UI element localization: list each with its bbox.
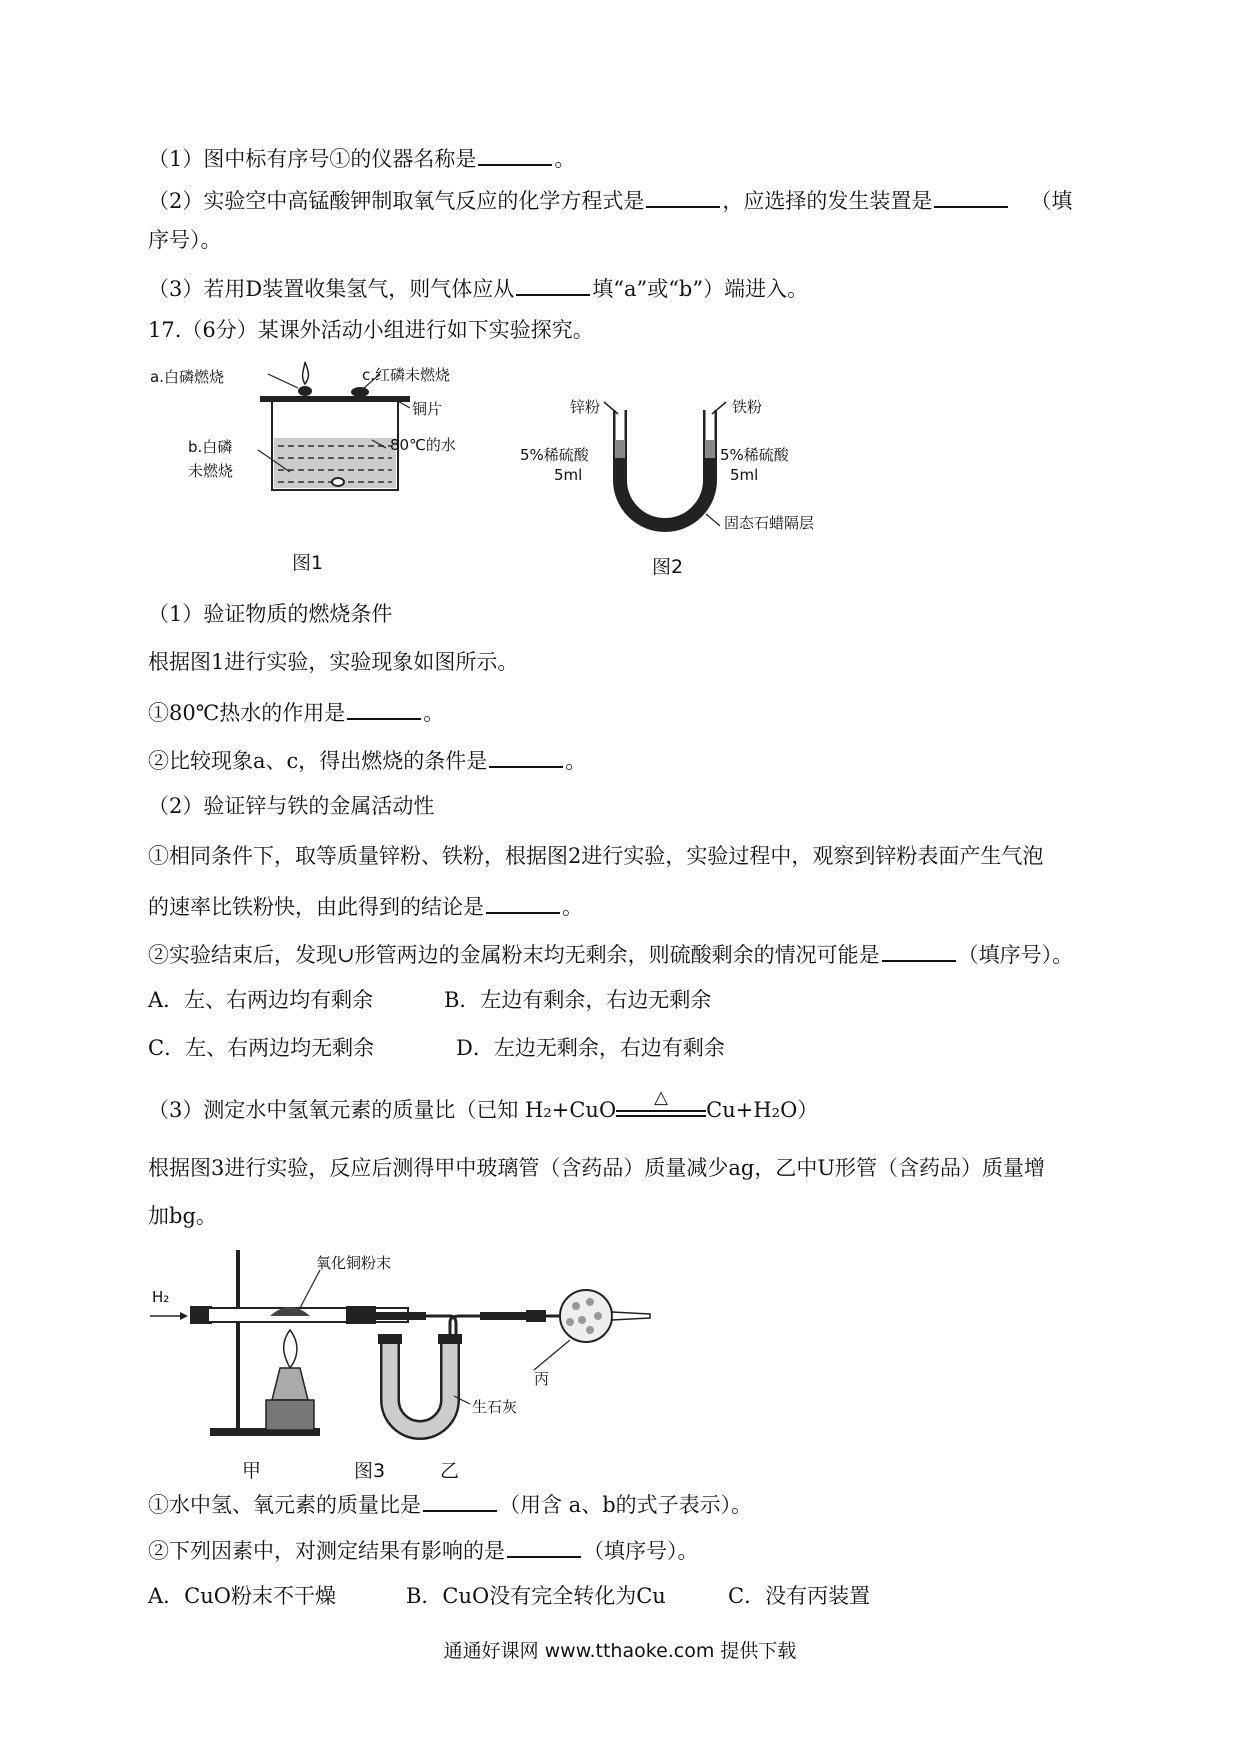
s2-q1-line2: 的速率比铁粉快，由此得到的结论是 。 [148, 890, 583, 921]
label-jia: 甲 [242, 1460, 262, 1482]
copper-plate [260, 396, 410, 402]
answer-blank[interactable] [347, 696, 421, 720]
figure-2-caption: 图2 [652, 556, 684, 578]
s1-heading: （1）验证物质的燃烧条件 [148, 602, 393, 626]
drying-bulb-bing [560, 1290, 612, 1342]
white-phosphorus-a [298, 386, 312, 396]
label-c: c.红磷未燃烧 [362, 366, 451, 384]
acid-right [706, 440, 714, 458]
label-acid-right-1: 5%稀硫酸 [720, 446, 789, 464]
label-wax: 固态石蜡隔层 [724, 514, 815, 532]
reaction-arrow: △ [616, 1100, 706, 1124]
answer-blank[interactable] [646, 184, 720, 208]
s3-intro-1: 根据图3进行实验，反应后测得甲中玻璃管（含药品）质量减少ag，乙中U形管（含药品）质量增 [148, 1156, 1046, 1180]
s3-option-c: C．没有丙装置 [728, 1584, 871, 1608]
label-bing: 丙 [534, 1370, 550, 1388]
s3-intro-2: 加bg。 [148, 1204, 217, 1228]
label-lime: 生石灰 [472, 1398, 518, 1416]
s2-heading: （2）验证锌与铁的金属活动性 [148, 794, 435, 818]
stopper-right [346, 1306, 376, 1324]
label-b2: 未燃烧 [188, 462, 234, 480]
s3-heading: （3）测定水中氢氧元素的质量比（已知 H₂+CuO △ Cu+H₂O） [148, 1086, 819, 1122]
figure-3-drawing [150, 1250, 690, 1450]
s3-q2: ②下列因素中，对测定结果有影响的是 （填序号）。 [148, 1534, 699, 1565]
s3-option-a: A．CuO粉末不干燥 [148, 1584, 336, 1608]
s2-option-b: B．左边有剩余，右边无剩余 [444, 988, 712, 1012]
lamp-block [266, 1400, 314, 1430]
answer-blank[interactable] [478, 142, 552, 166]
label-zinc: 锌粉 [570, 398, 601, 416]
label-acid-left-1: 5%稀硫酸 [520, 446, 589, 464]
answer-blank[interactable] [934, 184, 1008, 208]
burner-flame-icon [284, 1330, 297, 1368]
wax-layer [620, 458, 710, 525]
red-phosphorus-c [351, 387, 369, 397]
alcohol-lamp [272, 1368, 308, 1400]
q16-part1: （1）图中标有序号①的仪器名称是 。 [148, 142, 575, 173]
figure-3-caption: 图3 [354, 1460, 386, 1482]
answer-blank[interactable] [486, 890, 560, 914]
white-phosphorus-b [332, 478, 344, 486]
label-acid-right-2: 5ml [730, 466, 759, 484]
s2-option-d: D．左边无剩余，右边有剩余 [456, 1036, 725, 1060]
s2-q1-line1: ①相同条件下，取等质量锌粉、铁粉，根据图2进行实验，实验过程中，观察到锌粉表面产生气泡 [148, 844, 1044, 868]
figure-1-caption: 图1 [292, 552, 324, 574]
answer-blank[interactable] [882, 938, 956, 962]
s2-option-a: A．左、右两边均有剩余 [148, 988, 374, 1012]
q16-part2-cont: 序号）。 [148, 228, 222, 252]
answer-blank[interactable] [516, 272, 590, 296]
label-iron: 铁粉 [732, 398, 763, 416]
outlet-tip [612, 1312, 650, 1320]
figure-1 [150, 360, 480, 530]
answer-blank[interactable] [507, 1534, 581, 1558]
connector-1 [376, 1312, 426, 1320]
acid-left [616, 440, 624, 458]
s1-intro: 根据图1进行实验，实验现象如图所示。 [148, 650, 519, 674]
label-acid-left-2: 5ml [554, 466, 583, 484]
label-a: a.白磷燃烧 [150, 368, 224, 386]
page-footer: 通通好课网 www.tthaoke.com 提供下载 [443, 1640, 797, 1662]
label-cuo: 氧化铜粉末 [316, 1254, 392, 1272]
q16-part3: （3）若用D装置收集氢气，则气体应从 填“a”或“b”）端进入。 [148, 272, 808, 303]
label-h2: H₂ [152, 1288, 170, 1306]
flame-icon [303, 362, 309, 384]
label-yi: 乙 [440, 1460, 460, 1482]
q16-part2: （2）实验空中高锰酸钾制取氧气反应的化学方程式是 ，应选择的发生装置是 （填 [148, 184, 1072, 215]
q17-title: 17.（6分）某课外活动小组进行如下实验探究。 [148, 318, 594, 342]
label-b1: b.白磷 [188, 438, 233, 456]
figure-2 [520, 400, 820, 550]
s2-q2: ②实验结束后，发现∪形管两边的金属粉末均无剩余，则硫酸剩余的情况可能是 （填序号）。 [148, 938, 1073, 969]
figure-3 [150, 1250, 690, 1450]
answer-blank[interactable] [423, 1488, 497, 1512]
connector-3 [526, 1310, 546, 1322]
label-copper: 铜片 [412, 400, 443, 418]
s2-option-c: C．左、右两边均无剩余 [148, 1036, 375, 1060]
s3-option-b: B．CuO没有完全转化为Cu [406, 1584, 666, 1608]
s1-q1: ①80℃热水的作用是 。 [148, 696, 444, 727]
s3-q1: ①水中氢、氧元素的质量比是 （用含 a、b的式子表示）。 [148, 1488, 752, 1519]
u-stopper-left [378, 1334, 402, 1344]
s1-q2: ②比较现象a、c，得出燃烧的条件是 。 [148, 744, 586, 775]
connector-2 [480, 1312, 526, 1320]
label-water: 80℃的水 [390, 436, 456, 454]
answer-blank[interactable] [489, 744, 563, 768]
